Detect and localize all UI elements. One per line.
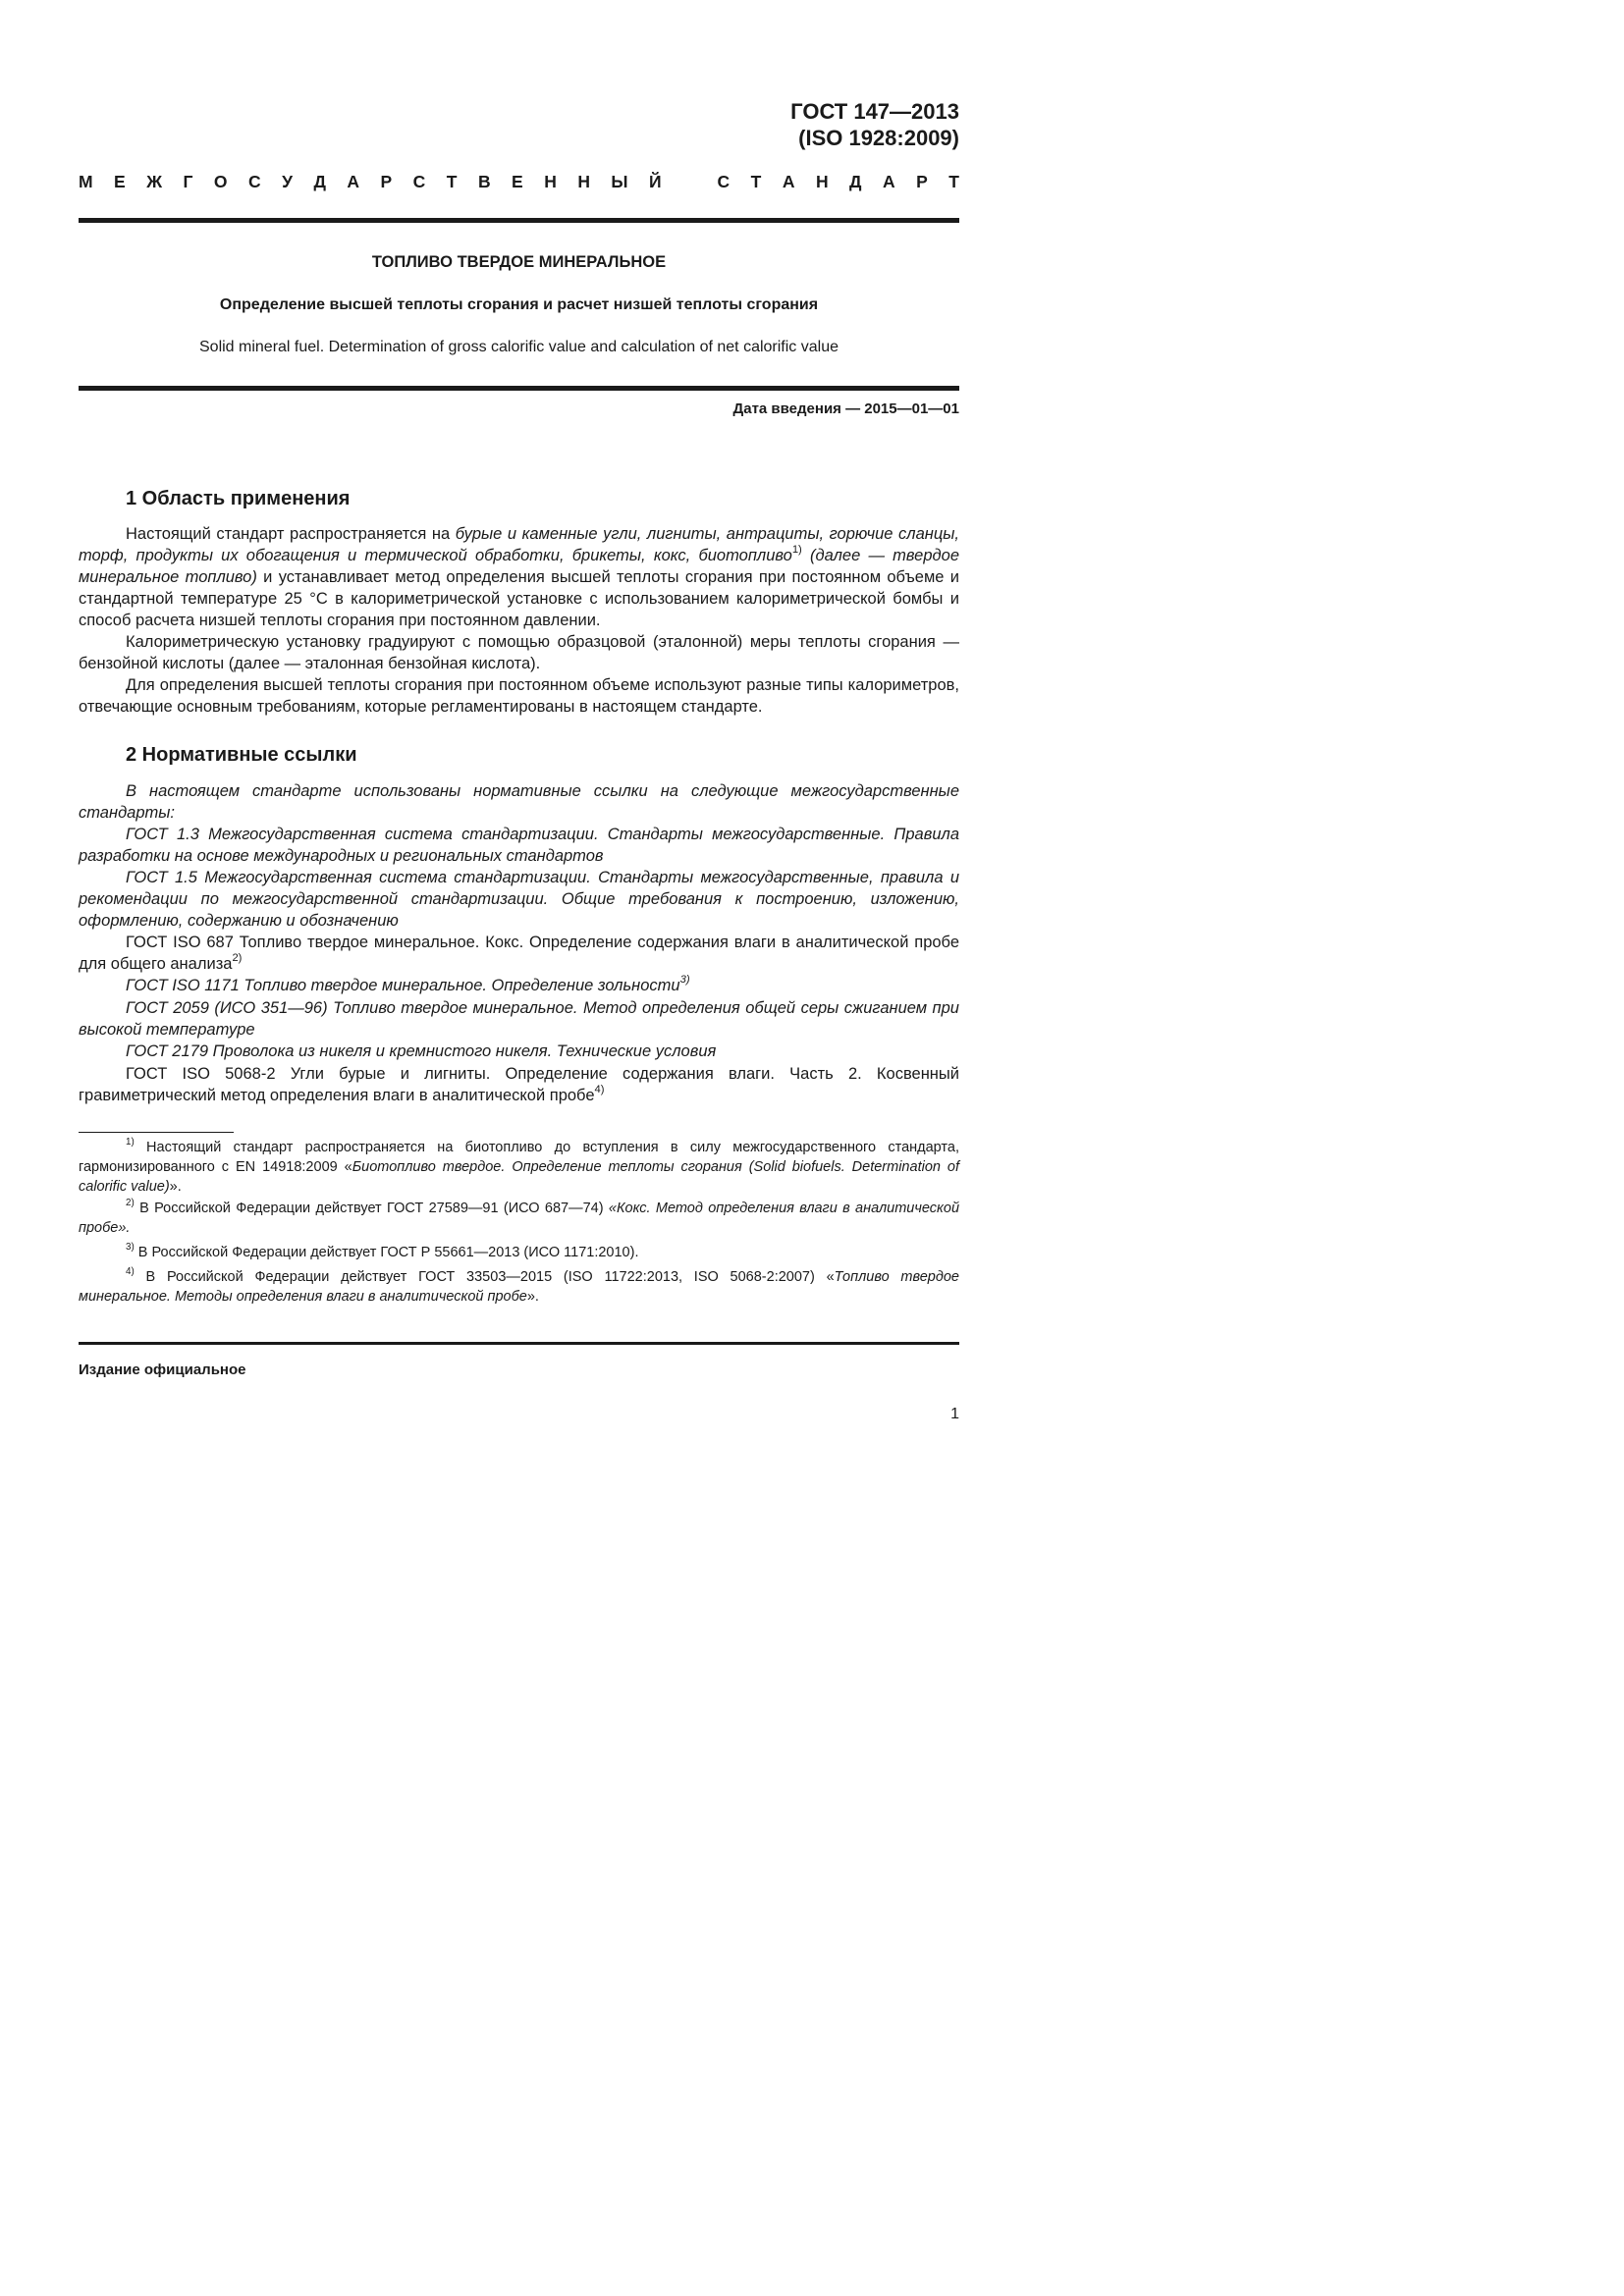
page-number: 1 — [950, 1406, 959, 1422]
header-rule — [79, 218, 959, 223]
banner-letter: Т — [446, 172, 458, 191]
section-2-heading: 2 Нормативные ссылки — [126, 744, 357, 766]
document-subtitle-ru: Определение высшей теплоты сгорания и расчет низшей теплоты сгорания — [219, 296, 819, 313]
banner-letter: М — [79, 172, 93, 191]
banner-letter: А — [782, 172, 795, 191]
footnote-separator — [79, 1132, 234, 1133]
reference-gost-iso-5068-2: ГОСТ ISO 5068-2 Угли бурые и лигниты. Определение содержания влаги. Часть 2. Косвенный гравиметрический метод определения влаги в аналитической пробе$^{4)}$ — [79, 1065, 959, 1104]
banner-letter: Т — [750, 172, 762, 191]
document-subtitle-en: Solid mineral fuel. Determination of gross calorific value and calculation of net calorific value — [199, 339, 839, 355]
banner-letter: Е — [512, 172, 523, 191]
banner-letter: Е — [114, 172, 126, 191]
gost-number: ГОСТ 147—2013 — [790, 99, 959, 124]
section-1-heading: 1 Область применения — [126, 488, 351, 509]
banner-letter: Ж — [146, 172, 163, 191]
document-title: ТОПЛИВО ТВЕРДОЕ МИНЕРАЛЬНОЕ — [371, 253, 667, 271]
banner-letter: С — [717, 172, 731, 191]
banner-letter: С — [247, 172, 261, 191]
reference-gost-1-5: ГОСТ 1.5 Межгосударственная система стандартизации. Стандарты межгосударственные, правила и рекомендации по межгосударственной стандартизации. Общие требования к построению, изложению, оформлению, содержанию и обозначению — [79, 869, 959, 930]
reference-gost-1-3: ГОСТ 1.3 Межгосударственная система стандартизации. Стандарты межгосударственные. Правила разработки на основе международных и региональных стандартов — [79, 826, 959, 865]
banner-letter: Й — [649, 172, 662, 191]
footnote-2: $^{2)}$ В Российской Федерации действует ГОСТ 27589—91 (ИСО 687—74) «Кокс. Метод определения влаги в аналитической пробе». — [79, 1198, 960, 1236]
banner-letter: Н — [577, 172, 590, 191]
banner-letter — [682, 172, 696, 192]
document-code — [790, 98, 959, 151]
banner-letter: С — [412, 172, 426, 191]
banner-letter: Р — [916, 172, 928, 191]
banner-letter: Ы — [611, 172, 628, 191]
section-1-paragraph-2: Калориметрическую установку градуируют с помощью образцовой (эталонной) меры теплоты сгорания — бензойной кислоты (далее — эталонная бензойная кислота). — [79, 633, 959, 672]
footnote-4: $^{4)}$ В Российской Федерации действует ГОСТ 33503—2015 (ISO 11722:2013, ISO 5068-2:2007) «Топливо твердое минеральное. Методы определения влаги в аналитической пробе». — [79, 1266, 959, 1305]
banner-letter: Д — [313, 172, 326, 191]
footer-rule — [79, 1342, 959, 1345]
banner-letter: Т — [948, 172, 959, 191]
banner-letter: Р — [380, 172, 393, 191]
section-1-paragraph-3: Для определения высшей теплоты сгорания при постоянном объеме используют разные типы калориметров, отвечающие основным требованиям, которые регламентированы в настоящем стандарте. — [79, 676, 959, 716]
title-rule — [79, 386, 959, 391]
banner-letter: А — [347, 172, 360, 191]
official-edition-label: Издание официальное — [79, 1362, 246, 1378]
banner-letter: Н — [815, 172, 829, 191]
reference-gost-iso-1171: ГОСТ ISO 1171 Топливо твердое минеральное. Определение зольности$^{3)}$ — [126, 974, 690, 994]
reference-gost-2059: ГОСТ 2059 (ИСО 351—96) Топливо твердое минеральное. Метод определения общей серы сжиганием при высокой температуре — [79, 999, 959, 1039]
banner-letter: А — [882, 172, 895, 191]
banner-letter: Н — [544, 172, 557, 191]
footnote-3: $^{3)}$ В Российской Федерации действует ГОСТ Р 55661—2013 (ИСО 1171:2010). — [126, 1242, 639, 1260]
banner-letter: В — [477, 172, 491, 191]
footnote-1: $^{1)}$ Настоящий стандарт распространяется на биотопливо до вступления в силу межгосударственного стандарта, гармонизированного с EN 14918:2009 «Биотопливо твердое. Определение теплоты сгорания (Solid biofuels. Determination of calorific value)». — [79, 1137, 959, 1195]
introduction-date: Дата введения — 2015—01—01 — [732, 400, 959, 417]
reference-gost-iso-687: ГОСТ ISO 687 Топливо твердое минеральное. Кокс. Определение содержания влаги в аналитической пробе для общего анализа$^{2)}$ — [79, 934, 959, 973]
interstate-standard-banner — [79, 172, 959, 192]
banner-letter: У — [282, 172, 293, 191]
banner-letter: Д — [849, 172, 862, 191]
reference-gost-2179: ГОСТ 2179 Проволока из никеля и кремнистого никеля. Технические условия — [126, 1042, 717, 1060]
banner-letter: О — [213, 172, 228, 191]
iso-number: (ISO 1928:2009) — [798, 126, 959, 150]
section-1-paragraph-1: Настоящий стандарт распространяется на бурые и каменные угли, лигниты, антрациты, горючие сланцы, торф, продукты их обогащения и термической обработки, брикеты, кокс, биотопливо$^{1)}$ (далее — твердое минеральное топливо) и устанавливает метод определения высшей теплоты сгорания при постоянном объеме и стандартной температуре 25 °С в калориметрической установке с использованием калориметрической бомбы и способ расчета низшей теплоты сгорания при постоянном давлении. — [79, 525, 959, 629]
banner-letter: Г — [183, 172, 193, 191]
section-2-intro: В настоящем стандарте использованы нормативные ссылки на следующие межгосударственные стандарты: — [79, 782, 959, 822]
